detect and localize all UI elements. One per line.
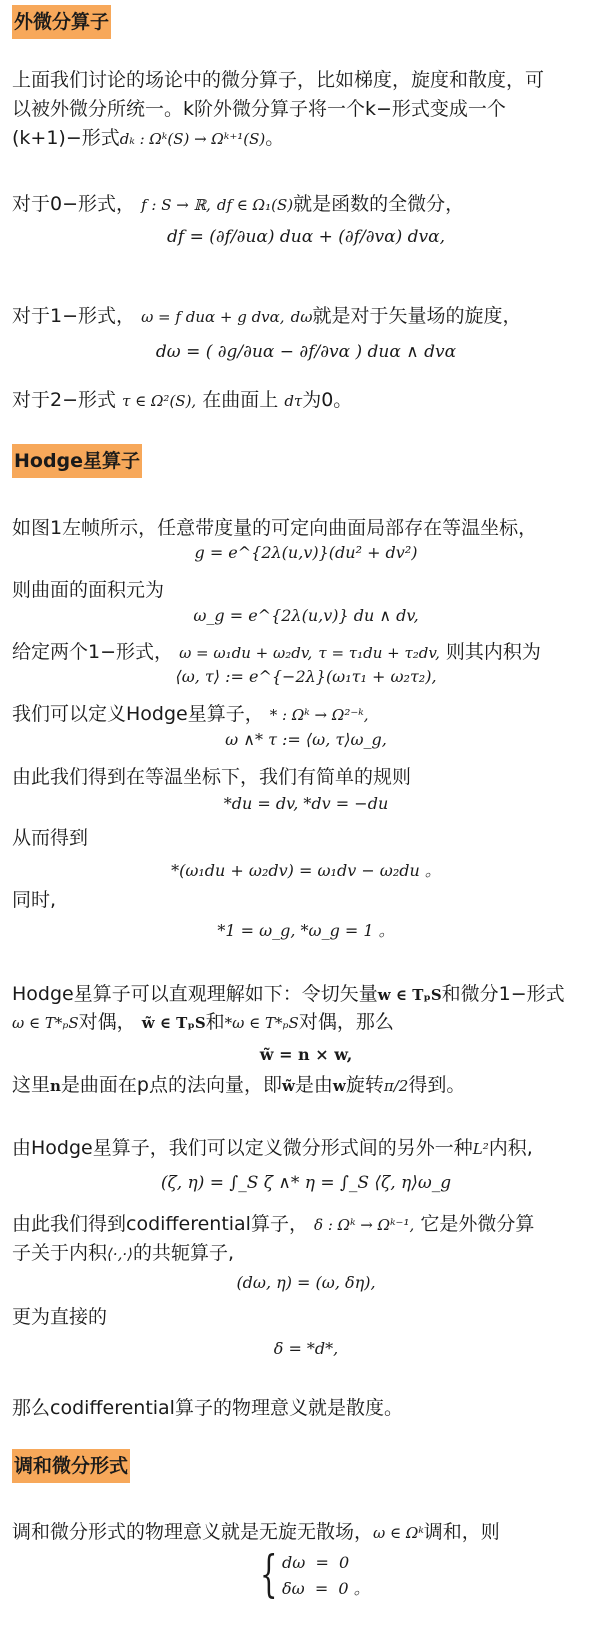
- text-run: Hodge星算子可以直观理解如下：令切矢量: [12, 983, 378, 1005]
- paragraph-line: [12, 1071, 465, 1100]
- inline-math: *ω ∈ T*ₚS: [224, 1014, 299, 1032]
- text-run: 对于2−形式: [12, 389, 117, 411]
- display-equation: dω = ( ∂g/∂uα − ∂f/∂vα ) duα ∧ dvα: [155, 342, 457, 362]
- paragraph-line: [12, 638, 541, 667]
- text-run: 由此我们得到codifferential算子，: [12, 1213, 308, 1235]
- inline-math: dₖ : Ωᵏ(S) → Ωᵏ⁺¹(S): [119, 130, 266, 148]
- paragraph-line: [12, 1008, 394, 1037]
- section-heading-harmonic-forms: 调和微分形式: [12, 1449, 130, 1483]
- inline-math: * : Ωᵏ → Ω²⁻ᵏ,: [269, 706, 369, 724]
- text-run: 是曲面在p点的法向量，即: [60, 1074, 282, 1096]
- text-run: 内积,: [488, 1137, 533, 1159]
- display-equation: *1 = ω_g, *ω_g = 1 。: [217, 921, 395, 940]
- inline-math: w̃ ∈ TₚS: [141, 1014, 206, 1032]
- display-equation: (dω, η) = (ω, δη),: [236, 1273, 376, 1292]
- text-run: 这里: [12, 1074, 51, 1096]
- paragraph-line: [12, 1210, 534, 1239]
- inline-math: ω = f duα + g dvα,: [141, 308, 285, 326]
- paragraph-line: 由此我们得到在等温坐标下，我们有简单的规则: [12, 766, 412, 788]
- text-run: 调和微分形式的物理意义就是无旋无散场，: [12, 1521, 374, 1543]
- inline-math: ω ∈ Ωᵏ: [373, 1524, 424, 1542]
- inline-math: ⟨·,·⟩: [107, 1245, 134, 1263]
- text-run: 对于0−形式，: [12, 193, 136, 215]
- text-run: 它是外微分算: [420, 1213, 535, 1235]
- text-run: 给定两个1−形式，: [12, 641, 174, 663]
- paragraph-line: 如图1左帧所示，任意带度量的可定向曲面局部存在等温坐标，: [12, 517, 538, 539]
- paragraph-line: [12, 1134, 533, 1163]
- paragraph-line: [12, 190, 464, 219]
- inline-math: τ = τ₁du + τ₂dv,: [318, 644, 440, 662]
- equation-system: [260, 1545, 380, 1610]
- display-equation: df = (∂f/∂uα) duα + (∂f/∂vα) dvα,: [166, 227, 445, 247]
- display-equation: *du = dv, *dv = −du: [223, 794, 389, 813]
- text-run: 我们可以定义Hodge星算子，: [12, 703, 264, 725]
- paragraph-line: 则曲面的面积元为: [12, 579, 165, 601]
- text-run: 就是函数的全微分，: [293, 193, 465, 215]
- paragraph-line: 同时,: [12, 889, 57, 911]
- inline-math: w: [332, 1077, 346, 1095]
- display-equation: δ = *d*,: [273, 1339, 339, 1358]
- display-equation: ω ∧* τ := ⟨ω, τ⟩ω_g,: [225, 730, 387, 749]
- inline-math: ω ∈ T*ₚS: [12, 1014, 79, 1032]
- inline-math: τ ∈ Ω²(S),: [122, 392, 197, 410]
- inline-math: L²: [472, 1140, 489, 1158]
- brace-icon: {: [260, 1545, 278, 1603]
- paragraph-line: 那么codifferential算子的物理意义就是散度。: [12, 1397, 403, 1419]
- text-run: 的共轭算子,: [133, 1242, 235, 1264]
- text-run: (k+1)−形式: [12, 127, 120, 149]
- display-equation: ⟨ω, τ⟩ := e^{−2λ}(ω₁τ₁ + ω₂τ₂),: [175, 667, 437, 686]
- text-run: 得到。: [408, 1074, 466, 1096]
- paragraph-line: [12, 302, 521, 331]
- text-run: 就是对于矢量场的旋度，: [312, 305, 522, 327]
- paragraph-line: 更为直接的: [12, 1306, 108, 1328]
- paragraph-line: 上面我们讨论的场论中的微分算子，比如梯度，旋度和散度，可: [12, 69, 545, 91]
- text-run: 对偶，: [78, 1011, 136, 1033]
- paragraph-line: [12, 700, 369, 729]
- text-run: 是由: [294, 1074, 333, 1096]
- text-run: 为0。: [302, 389, 353, 411]
- text-run: 调和，则: [423, 1521, 500, 1543]
- paragraph-line: [12, 386, 352, 415]
- paragraph-line: 以被外微分所统一。k阶外微分算子将一个k−形式变成一个: [12, 98, 506, 120]
- text-run: 旋转: [345, 1074, 384, 1096]
- inline-math: n: [50, 1077, 61, 1095]
- section-heading-hodge-star: Hodge星算子: [12, 444, 142, 478]
- inline-math: w ∈ TₚS: [377, 986, 442, 1004]
- inline-math: dτ: [284, 392, 303, 410]
- text-run: 对偶，那么: [298, 1011, 394, 1033]
- paragraph-line: [12, 1239, 234, 1268]
- section-heading-exterior-derivative: 外微分算子: [12, 5, 111, 39]
- text-run: 在曲面上: [202, 389, 279, 411]
- inline-math: dω: [290, 308, 313, 326]
- inline-math: π/2: [383, 1077, 409, 1095]
- text-run: 。: [265, 127, 285, 149]
- text-run: 由Hodge星算子，我们可以定义微分形式间的另外一种: [12, 1137, 473, 1159]
- display-equation: w̃ = n × w,: [259, 1045, 353, 1064]
- system-line: δω = 0 。: [282, 1579, 370, 1598]
- inline-math: ω = ω₁du + ω₂dv,: [179, 644, 313, 662]
- system-line: dω = 0: [282, 1553, 350, 1572]
- paragraph-line: [12, 124, 284, 153]
- text-run: 和微分1−形式: [441, 983, 565, 1005]
- inline-math: df ∈ Ω₁(S): [216, 196, 294, 214]
- display-equation: ω_g = e^{2λ(u,v)} du ∧ dv,: [193, 606, 419, 625]
- inline-math: δ : Ωᵏ → Ωᵏ⁻¹,: [314, 1216, 415, 1234]
- text-run: 对于1−形式，: [12, 305, 136, 327]
- paragraph-line: [12, 1518, 500, 1547]
- text-run: 则其内积为: [445, 641, 541, 663]
- display-equation: g = e^{2λ(u,v)}(du² + dv²): [194, 543, 418, 562]
- display-equation: *(ω₁du + ω₂dv) = ω₁dv − ω₂du 。: [171, 861, 441, 880]
- paragraph-line: [12, 980, 565, 1009]
- inline-math: w̃: [281, 1077, 295, 1095]
- display-equation: (ζ, η) = ∫_S ζ ∧* η = ∫_S ⟨ζ, η⟩ω_g: [160, 1173, 452, 1193]
- text-run: 子关于内积: [12, 1242, 108, 1264]
- text-run: 和: [205, 1011, 225, 1033]
- inline-math: f : S → ℝ,: [141, 196, 211, 214]
- paragraph-line: 从而得到: [12, 827, 89, 849]
